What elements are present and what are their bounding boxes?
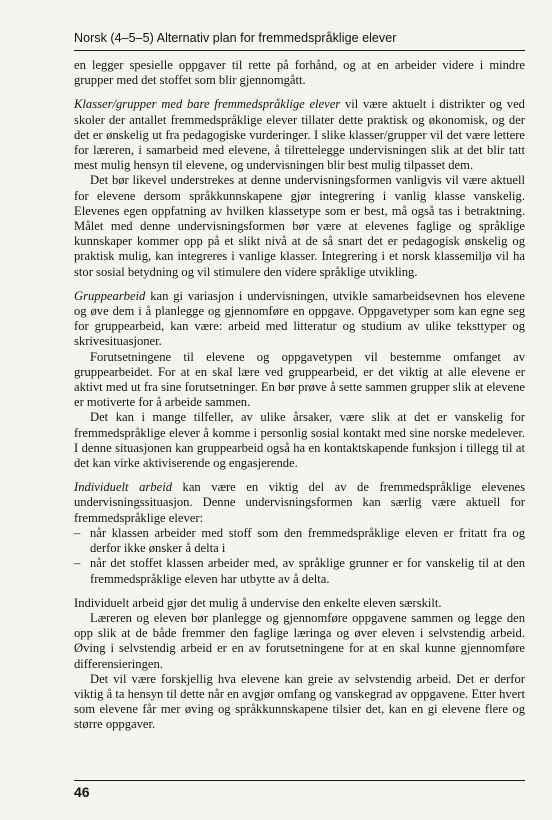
body-text [74,58,525,733]
paragraph-4-text: kan gi variasjon i undervisningen, utvikle samarbeidsevnen hos elevene og øve dem i å planlegge og gjennomføre en oppgave. Oppgavetyper som kan egne seg for gruppearbeid, kan være: arbeid med litteratur og studium av ulike teksttyper og skrivesituasjoner. [74,288,525,349]
paragraph-8: Individuelt arbeid gjør det mulig å undervise den enkelte eleven særskilt. [74,595,442,610]
paragraph-7 [74,480,525,526]
paragraph-4-lead: Gruppearbeid [74,288,146,303]
list-item [74,556,525,586]
paragraph-10: Det vil være forskjellig hva elevene kan greie av selvstendig arbeid. Det er derfor viktig å ta hensyn til dette når en avgjør omfang og vanskegrad av oppgavene. Etter hvert som elevene får mer øving og språkkunnskapene tilsier det, kan en gi elevene flere og større oppgaver. [74,671,525,732]
paragraph-3: Det bør likevel understrekes at denne undervisningsformen vanligvis vil være aktuell for elevene dersom språkkunnskapene gjør integrering i vanlig klasse vanskelig. Elevenes egen oppfatning av hvilken klassetype som er best, må også tas i betraktning. Målet med denne undervisningsformen bør være at elevenes faglige og språklige kunnskaper kommer opp på et slikt nivå at de så snart det er pedagogisk ønskelig og praktisk mulig, kan integreres i vanlige klasser. Integrering i et norsk klassemiljø vil ha stor sosial betydning og vil stimulere den videre språklige utvikling. [74,173,525,279]
dash-marker: – [74,525,81,540]
paragraph-2-lead: Klasser/grupper med bare fremmedspråklige elever [74,97,341,112]
list-item [74,526,525,556]
dash-marker: – [74,556,81,571]
paragraph-9: Læreren og eleven bør planlegge og gjennomføre oppgavene sammen og legge den opp slik at de både fremmer den faglige læringa og øver eleven i selvstendig arbeid. Øving i selvstendig arbeid er en av forutsetningene for at en skal kunne gjennomføre differensieringen. [74,610,525,671]
paragraph-5: Forutsetningene til elevene og oppgavetypen vil bestemme omfanget av gruppearbeidet. For at en skal lære ved gruppearbeid, er det viktig at alle elevene er aktivt med ut fra sine forutsetninger. En bør prøve å sette sammen grupper slik at elevene er motiverte for å arbeide sammen. [74,349,525,410]
paragraph-2 [74,97,525,173]
paragraph-2-text: vil være aktuelt i distrikter og ved skoler der antallet fremmedspråklige elever tillater dette praktisk og økonomisk, og der det er ønskelig ut fra pedagogiske vurderinger. I slike klasser/grupper vil det være lettere for læreren, i samarbeid med elevene, å tilrettelegge undervisningen slik at det blir tatt mest mulig hensyn til elevene, og undervisningen blir best mulig tilpasset dem. [74,97,525,173]
paragraph-1: en legger spesielle oppgaver til rette på forhånd, og at en arbeider videre i mindre grupper med det stoffet som blir gjennomgått. [74,58,525,88]
paragraph-6: Det kan i mange tilfeller, av ulike årsaker, være slik at det er vanskelig for fremmedspråklige elever å komme i personlig sosial kontakt med sine norske medelever. I denne situasjonen kan gruppearbeid også ha en kontaktskapende funksjon i tillegg til at det kan virke aktiviserende og engasjerende. [74,410,525,471]
list-item-text: når det stoffet klassen arbeider med, av språklige grunner er for vanskelig til at den fremmedspråklige eleven har utbytte av å delta. [90,556,525,586]
paragraph-4 [74,289,525,350]
paragraph-7-lead: Individuelt arbeid [74,480,172,495]
page-number: 46 [74,784,90,800]
running-head: Norsk (4–5–5) Alternativ plan for fremmedspråklige elever [74,31,397,45]
list-item-text: når klassen arbeider med stoff som den fremmedspråklige eleven er fritatt fra og derfor ikke ønsker å delta i [90,525,525,556]
header-rule [74,50,525,51]
footer-rule [74,780,525,781]
bullet-list [74,526,525,587]
paragraph-7-text: kan være en viktig del av de fremmedspråklige elevenes undervisningssituasjon. Denne undervisningsformen kan særlig være aktuell for fremmedspråklige elever: [74,480,526,525]
